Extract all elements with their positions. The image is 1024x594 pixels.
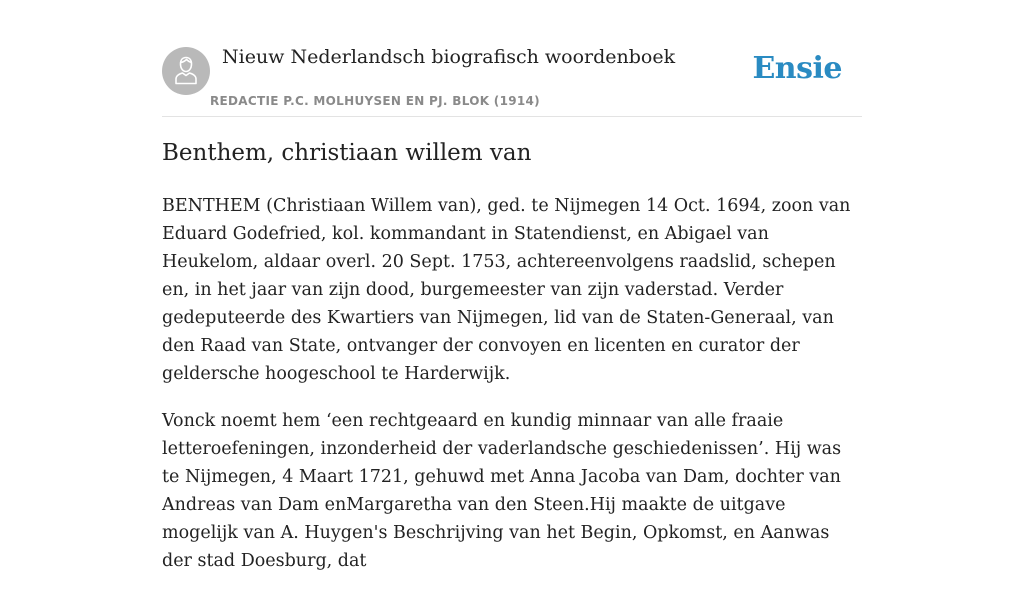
entry-body xyxy=(162,192,862,594)
source-title[interactable]: Nieuw Nederlandsch biografisch woordenboek xyxy=(222,46,676,68)
entry-paragraph: Vonck noemt hem ‘een rechtgeaard en kundig minnaar van alle fraaie letteroefeningen, inzonderheid der vaderlandsche geschiedenissen’. Hij was te Nijmegen, 4 Maart 1721, gehuwd met Anna Jacoba van Dam, dochter van Andreas van Dam enMargaretha van den Steen.Hij maakte de uitgave mogelijk van A. Huygen's Beschrijving van het Begin, Opkomst, en Aanwas der stad Doesburg, dat xyxy=(162,411,842,571)
user-silhouette-icon[interactable] xyxy=(162,47,210,95)
entry-title: Benthem, christiaan willem van xyxy=(162,140,532,166)
entry-paragraph: BENTHEM (Christiaan Willem van), ged. te Nijmegen 14 Oct. 1694, zoon van Eduard Godefried, kol. kommandant in Statendienst, en Abigael van Heukelom, aldaar overl. 20 Sept. 1753, achtereenvolgens raadslid, schepen en, in het jaar van zijn dood, burgemeester van zijn vaderstad. Verder gedeputeerde des Kwartiers van Nijmegen, lid van de Staten-Generaal, van den Raad van State, ontvanger der convoyen en licenten en curator der geldersche hoogeschool te Harderwijk. xyxy=(162,196,851,384)
brand-logo[interactable]: Ensie xyxy=(752,51,842,86)
source-subtitle: REDACTIE P.C. MOLHUYSEN EN PJ. BLOK (1914) xyxy=(210,94,540,108)
source-header xyxy=(162,40,862,117)
